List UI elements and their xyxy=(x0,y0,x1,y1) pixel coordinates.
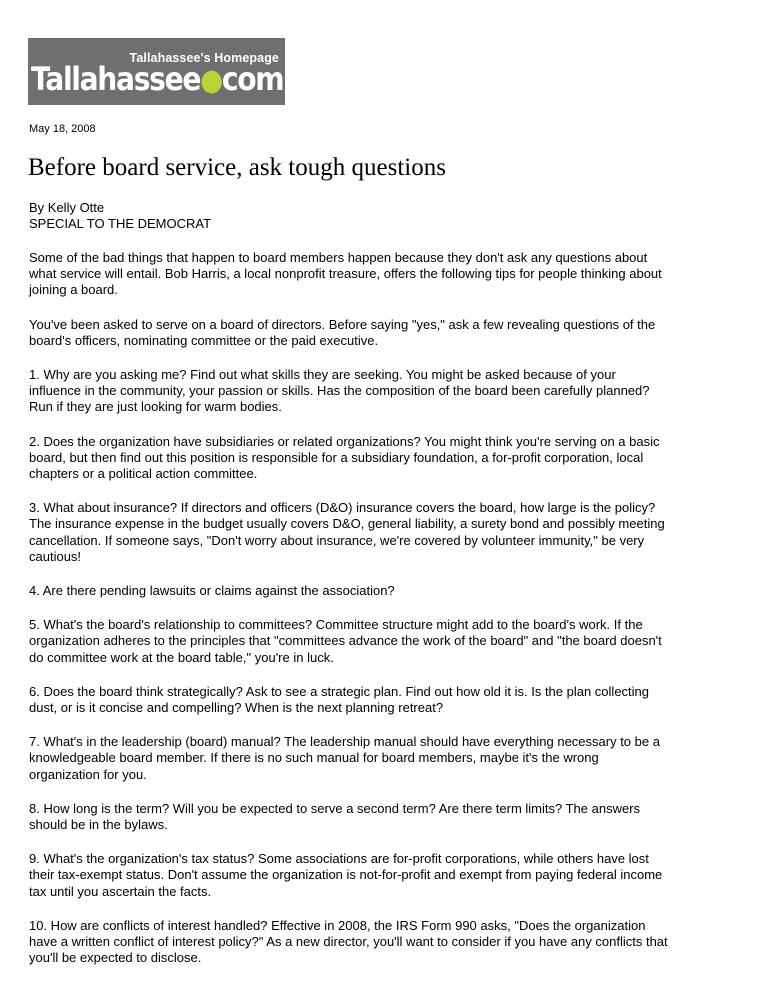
paragraph: 9. What's the organization's tax status? Some associations are for-profit corporations, while others have lost their tax-exempt status. Don't assume the organization is not-for-profit and exempt from paying federal income tax until you ascertain the facts. xyxy=(29,851,663,899)
article-body xyxy=(29,250,669,985)
byline-author: By Kelly Otte xyxy=(29,200,105,215)
article-date: May 18, 2008 xyxy=(29,123,96,135)
paragraph: 10. How are conflicts of interest handled? Effective in 2008, the IRS Form 990 asks, "Does the organization have a written conflict of interest policy?" As a new director, you'll want to consider if you have any conflicts that you'll be expected to disclose. xyxy=(29,917,668,966)
logo-dot-icon: ● xyxy=(200,63,222,98)
paragraph: 4. Are there pending lawsuits or claims against the association? xyxy=(29,583,395,599)
byline-source: SPECIAL TO THE DEMOCRAT xyxy=(29,216,212,231)
site-logo[interactable] xyxy=(28,38,285,105)
paragraph: 2. Does the organization have subsidiaries or related organizations? You might think you're serving on a basic board, but then find out this position is responsible for a subsidiary foundation, a for-profit corporation, local chapters or a political action committee. xyxy=(29,433,660,482)
paragraph: Some of the bad things that happen to board members happen because they don't ask any questions about what service will entail. Bob Harris, a local nonprofit treasure, offers the following tips for people thinking about joining a board. xyxy=(29,250,662,298)
byline xyxy=(29,200,211,232)
logo-tagline: Tallahassee's Homepage xyxy=(129,51,279,65)
paragraph: 6. Does the board think strategically? Ask to see a strategic plan. Find out how old it is. Is the plan collecting dust, or is it concise and compelling? When is the next planning retreat? xyxy=(29,683,650,716)
paragraph: 1. Why are you asking me? Find out what skills they are seeking. You might be asked because of your influence in the community, your passion or skills. Has the composition of the board been carefully planned? Run if they are just looking for warm bodies. xyxy=(29,367,650,415)
logo-wordmark xyxy=(31,57,283,103)
paragraph: 8. How long is the term? Will you be expected to serve a second term? Are there term limits? The answers should be in the bylaws. xyxy=(29,800,641,833)
paragraph: 5. What's the board's relationship to committees? Committee structure might add to the board's work. If the organization adheres to the principles that "committees advance the work of the board" and "the board doesn't do committee work at the board table," you're in luck. xyxy=(29,617,662,665)
paragraph: 7. What's in the leadership (board) manual? The leadership manual should have everything necessary to be a knowledgeable board member. If there is no such manual for board members, maybe it's the wrong organization for you. xyxy=(29,734,660,782)
paragraph: 3. What about insurance? If directors and officers (D&O) insurance covers the board, how large is the policy? The insurance expense in the budget usually covers D&O, general liability, a surety bond and possibly meeting cancellation. If someone says, "Don't worry about insurance, we're covered by volunteer immunity," be very cautious! xyxy=(29,500,665,564)
logo-name-left: Tallahassee xyxy=(31,60,201,98)
article-headline: Before board service, ask tough questions xyxy=(28,154,446,181)
paragraph: You've been asked to serve on a board of directors. Before saying "yes," ask a few revealing questions of the board's officers, nominating committee or the paid executive. xyxy=(29,316,656,348)
logo-name-right: com xyxy=(221,60,284,98)
